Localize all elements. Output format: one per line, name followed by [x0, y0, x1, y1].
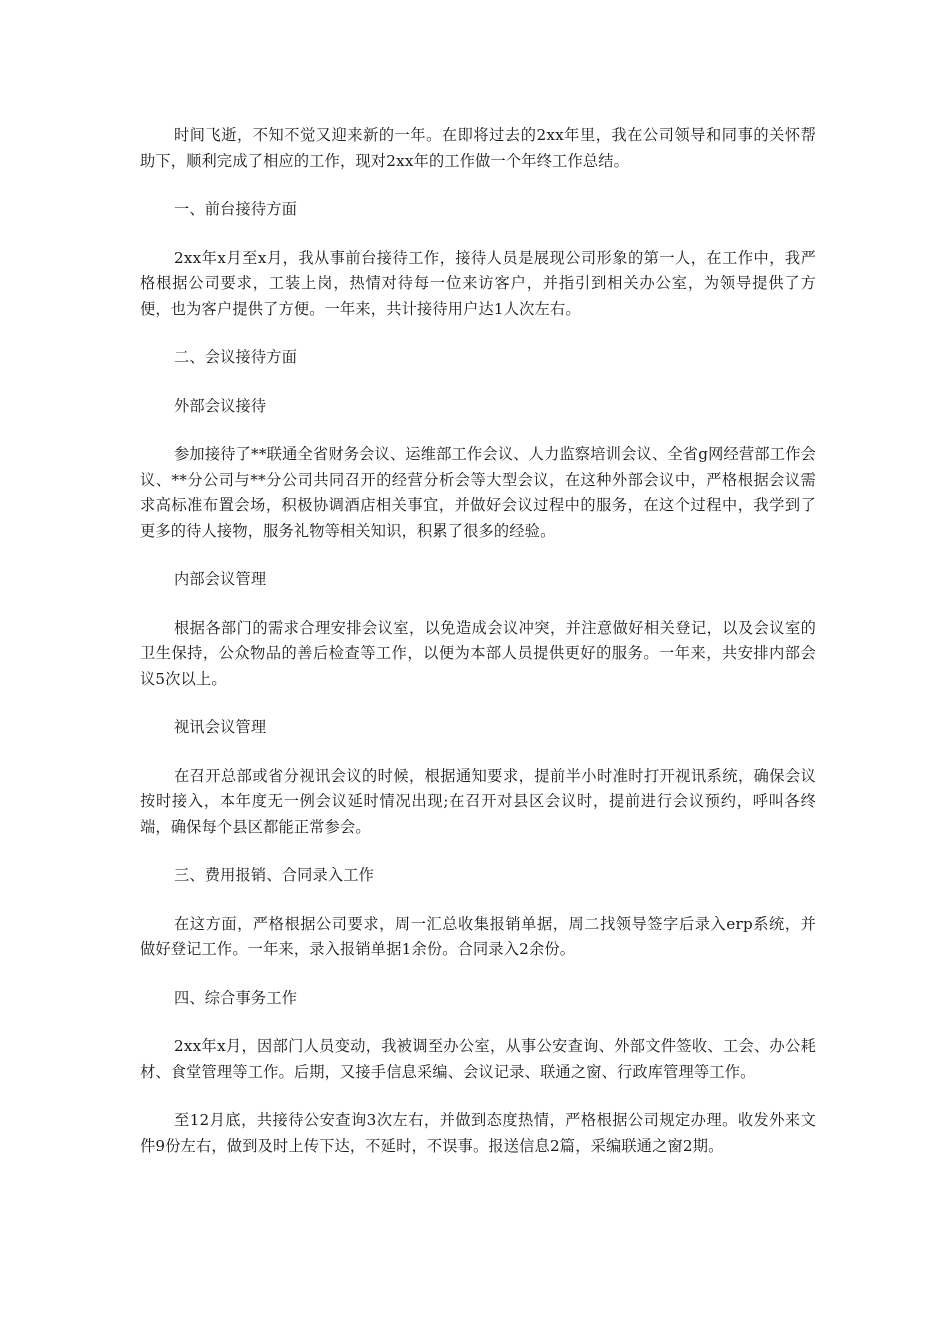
subheading-video-meetings: 视讯会议管理: [174, 718, 267, 736]
general-affairs-paragraph: 2xx年x月，因部门人员变动，我被调至办公室，从事公安查询、外部文件签收、工会、办公耗材、食堂管理等工作。后期，又接手信息采编、会议记录、联通之窗、行政库管理等工作。: [140, 1037, 816, 1081]
expenses-paragraph: 在这方面，严格根据公司要求，周一汇总收集报销单据，周二找领导签字后录入erp系统，并做好登记工作。一年来，录入报销单据1余份。合同录入2余份。: [140, 914, 816, 958]
subheading-external-meetings: 外部会议接待: [174, 396, 267, 415]
reception-paragraph: 2xx年x月至x月，我从事前台接待工作，接待人员是展现公司形象的第一人，在工作中，我严格根据公司要求，工装上岗，热情对待每一位来访客户，并指引到相关办公室，为领导提供了方便，也为客户提供了方便。一年来，共计接待用户达1人次左右。: [140, 248, 816, 318]
section-heading-expenses: 三、费用报销、合同录入工作: [174, 866, 375, 884]
intro-paragraph: 时间飞逝，不知不觉又迎来新的一年。在即将过去的2xx年里，我在公司领导和同事的关怀帮助下，顺利完成了相应的工作，现对2xx年的工作做一个年终工作总结。: [140, 126, 816, 170]
video-meetings-paragraph: 在召开总部或省分视讯会议的时候，根据通知要求，提前半小时准时打开视讯系统，确保会议按时接入，本年度无一例会议延时情况出现;在召开对县区会议时，提前进行会议预约，呼叫各终端，确保每个县区都能正常参会。: [140, 766, 816, 836]
internal-meetings-paragraph: 根据各部门的需求合理安排会议室，以免造成会议冲突，并注意做好相关登记，以及会议室的卫生保持，公众物品的善后检查等工作，以便为本部人员提供更好的服务。一年来，共安排内部会议5次以上。: [140, 618, 816, 688]
section-heading-meetings: 二、会议接待方面: [174, 348, 298, 366]
section-heading-general-affairs: 四、综合事务工作: [174, 988, 298, 1007]
section-heading-reception: 一、前台接待方面: [174, 200, 298, 218]
december-summary-paragraph: 至12月底，共接待公安查询3次左右，并做到态度热情，严格根据公司规定办理。收发外来文件9份左右，做到及时上传下达，不延时，不误事。报送信息2篇，采编联通之窗2期。: [140, 1111, 816, 1155]
subheading-internal-meetings: 内部会议管理: [174, 570, 267, 588]
document-body: [140, 123, 816, 1182]
external-meetings-paragraph: 参加接待了**联通全省财务会议、运维部工作会议、人力监察培训会议、全省g网经营部工作会议、**分公司与**分公司共同召开的经营分析会等大型会议，在这种外部会议中，严格根据会议需求高标准布置会场，积极协调酒店相关事宜，并做好会议过程中的服务，在这个过程中，我学到了更多的待人接物，服务礼物等相关知识，积累了很多的经验。: [140, 445, 816, 540]
